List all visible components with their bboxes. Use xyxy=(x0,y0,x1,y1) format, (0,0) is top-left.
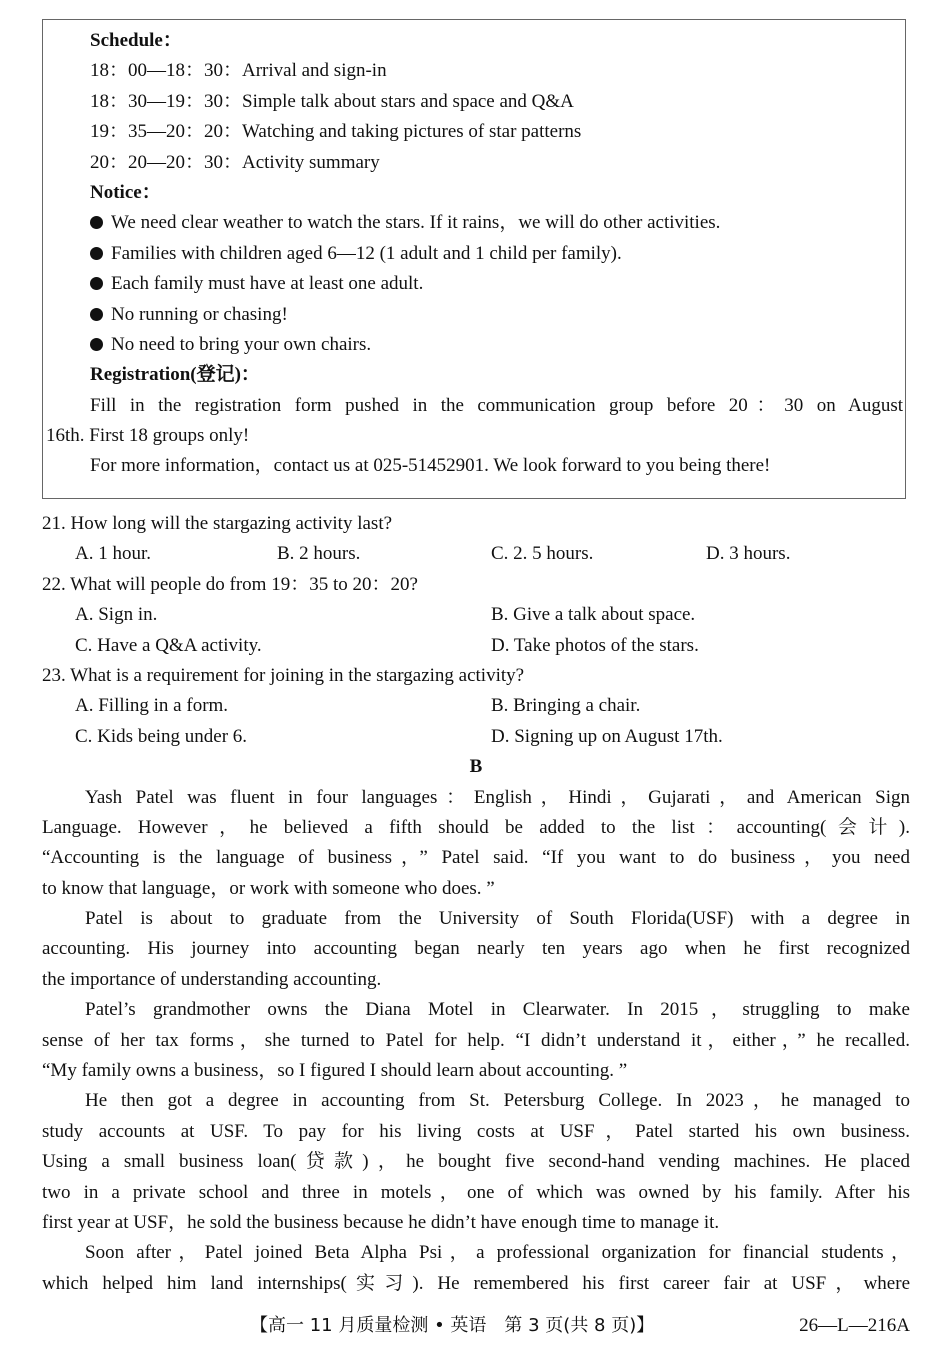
answer-option[interactable]: B. Give a talk about space. xyxy=(491,604,696,626)
answer-option[interactable]: D. Take photos of the stars. xyxy=(491,634,699,656)
answer-option[interactable]: A. Sign in. xyxy=(75,604,158,626)
notice-text: Families with children aged 6—12 (1 adult and 1 child per family). xyxy=(111,242,622,264)
question-stem: 22. What will people do from 19：35 to 20：20? xyxy=(42,573,418,595)
passage-line: Yash Patel was fluent in four languages：English，Hindi，Gujarati，and American Sign xyxy=(85,786,910,808)
registration-text: Fill in the registration form pushed in the communication group before 20：30 on August xyxy=(90,394,903,416)
footer-code: 26—L—216A xyxy=(799,1315,910,1336)
passage-paragraph xyxy=(42,783,910,905)
schedule-item: 18：00—18：30：Arrival and sign-in xyxy=(90,60,387,82)
schedule-item: 19：35—20：20：Watching and taking pictures of star patterns xyxy=(90,121,582,143)
answer-option[interactable]: D. 3 hours. xyxy=(706,543,791,565)
passage-line: “Accounting is the language of business，” Patel said. “If you want to do business，you need xyxy=(42,847,910,869)
question-stem: 21. How long will the stargazing activity last? xyxy=(42,513,393,534)
registration-heading xyxy=(43,360,905,390)
answer-option[interactable]: A. Filling in a form. xyxy=(75,695,229,717)
options-row xyxy=(42,722,910,752)
answer-option[interactable]: A. 1 hour. xyxy=(75,543,151,565)
notice-heading-text: Notice： xyxy=(90,181,161,203)
options-row xyxy=(42,631,910,661)
questions-and-passage xyxy=(42,509,910,1299)
notice-item xyxy=(43,208,905,238)
notice-item xyxy=(43,300,905,330)
answer-option[interactable]: C. Have a Q&A activity. xyxy=(75,634,262,656)
passage-paragraph xyxy=(42,995,910,1086)
bullet-icon xyxy=(90,277,103,290)
event-notice-box xyxy=(42,19,906,499)
answer-option[interactable]: C. Kids being under 6. xyxy=(75,725,248,747)
passage-line: first year at USF，he sold the business because he didn’t have enough time to manage it. xyxy=(42,1211,720,1233)
passage-line: Soon after，Patel joined Beta Alpha Psi，a professional organization for financial students， xyxy=(85,1242,910,1264)
answer-option[interactable]: B. Bringing a chair. xyxy=(491,695,641,717)
notice-text: Each family must have at least one adult. xyxy=(111,273,424,295)
section-heading: B xyxy=(469,756,483,778)
notice-item xyxy=(43,239,905,269)
passage-line: Patel is about to graduate from the University of South Florida(USF) with a degree in xyxy=(85,908,910,930)
question-stem: 23. What is a requirement for joining in the stargazing activity? xyxy=(42,664,525,686)
passage-line: “My family owns a business，so I figured I should learn about accounting. ” xyxy=(42,1060,628,1082)
schedule-item: 20：20—20：30：Activity summary xyxy=(90,151,380,173)
passage-line: sense of her tax forms，she turned to Patel for help. “I didn’t understand it，either，” he recalled. xyxy=(42,1029,910,1051)
passage-line: Language. However，he believed a fifth should be added to the list：accounting(会计). xyxy=(42,816,910,838)
footer-title: 【高一 11 月质量检测 • 英语 第 3 页(共 8 页)】 xyxy=(250,1315,655,1336)
bullet-icon xyxy=(90,338,103,351)
page-footer xyxy=(0,1312,950,1340)
answer-option[interactable]: B. 2 hours. xyxy=(277,543,361,565)
notice-text: We need clear weather to watch the stars. If it rains，we will do other activities. xyxy=(111,212,721,234)
passage-line: two in a private school and three in motels，one of which was owned by his family. After his xyxy=(42,1181,910,1203)
answer-option[interactable]: C. 2. 5 hours. xyxy=(491,543,594,565)
bullet-icon xyxy=(90,308,103,321)
passage-paragraph xyxy=(42,1238,910,1299)
passage-paragraph xyxy=(42,1086,910,1238)
registration-heading-text: Registration(登记)： xyxy=(90,364,260,386)
notice-item xyxy=(43,269,905,299)
bullet-icon xyxy=(90,216,103,229)
passage-paragraph xyxy=(42,904,910,995)
notice-item xyxy=(43,330,905,360)
passage-line: the importance of understanding accounting. xyxy=(42,968,382,990)
passage-line: accounting. His journey into accounting began nearly ten years ago when he first recognized xyxy=(42,938,910,960)
passage-line: Using a small business loan(贷款)，he bought five second-hand vending machines. He placed xyxy=(42,1151,910,1173)
options-row xyxy=(42,539,910,569)
schedule-heading xyxy=(43,26,905,56)
schedule-heading-text: Schedule： xyxy=(90,30,182,51)
options-row xyxy=(42,691,910,721)
passage-line: to know that language，or work with someone who does. ” xyxy=(42,877,495,899)
options-row xyxy=(42,600,910,630)
notice-text: No need to bring your own chairs. xyxy=(111,333,372,355)
notice-heading xyxy=(43,178,905,208)
registration-text: 16th. First 18 groups only! xyxy=(46,425,250,447)
contact-text: For more information，contact us at 025-51452901. We look forward to you being there! xyxy=(90,455,771,477)
passage-line: He then got a degree in accounting from St. Petersburg College. In 2023，he managed to xyxy=(85,1090,910,1112)
passage-line: Patel’s grandmother owns the Diana Motel in Clearwater. In 2015，struggling to make xyxy=(85,999,910,1021)
schedule-item: 18：30—19：30：Simple talk about stars and space and Q&A xyxy=(90,90,574,112)
answer-option[interactable]: D. Signing up on August 17th. xyxy=(491,725,723,747)
passage-line: study accounts at USF. To pay for his living costs at USF，Patel started his own business. xyxy=(42,1120,910,1142)
notice-text: No running or chasing! xyxy=(111,303,288,325)
passage-line: which helped him land internships(实习). He remembered his first career fair at USF，where xyxy=(42,1272,910,1294)
bullet-icon xyxy=(90,247,103,260)
